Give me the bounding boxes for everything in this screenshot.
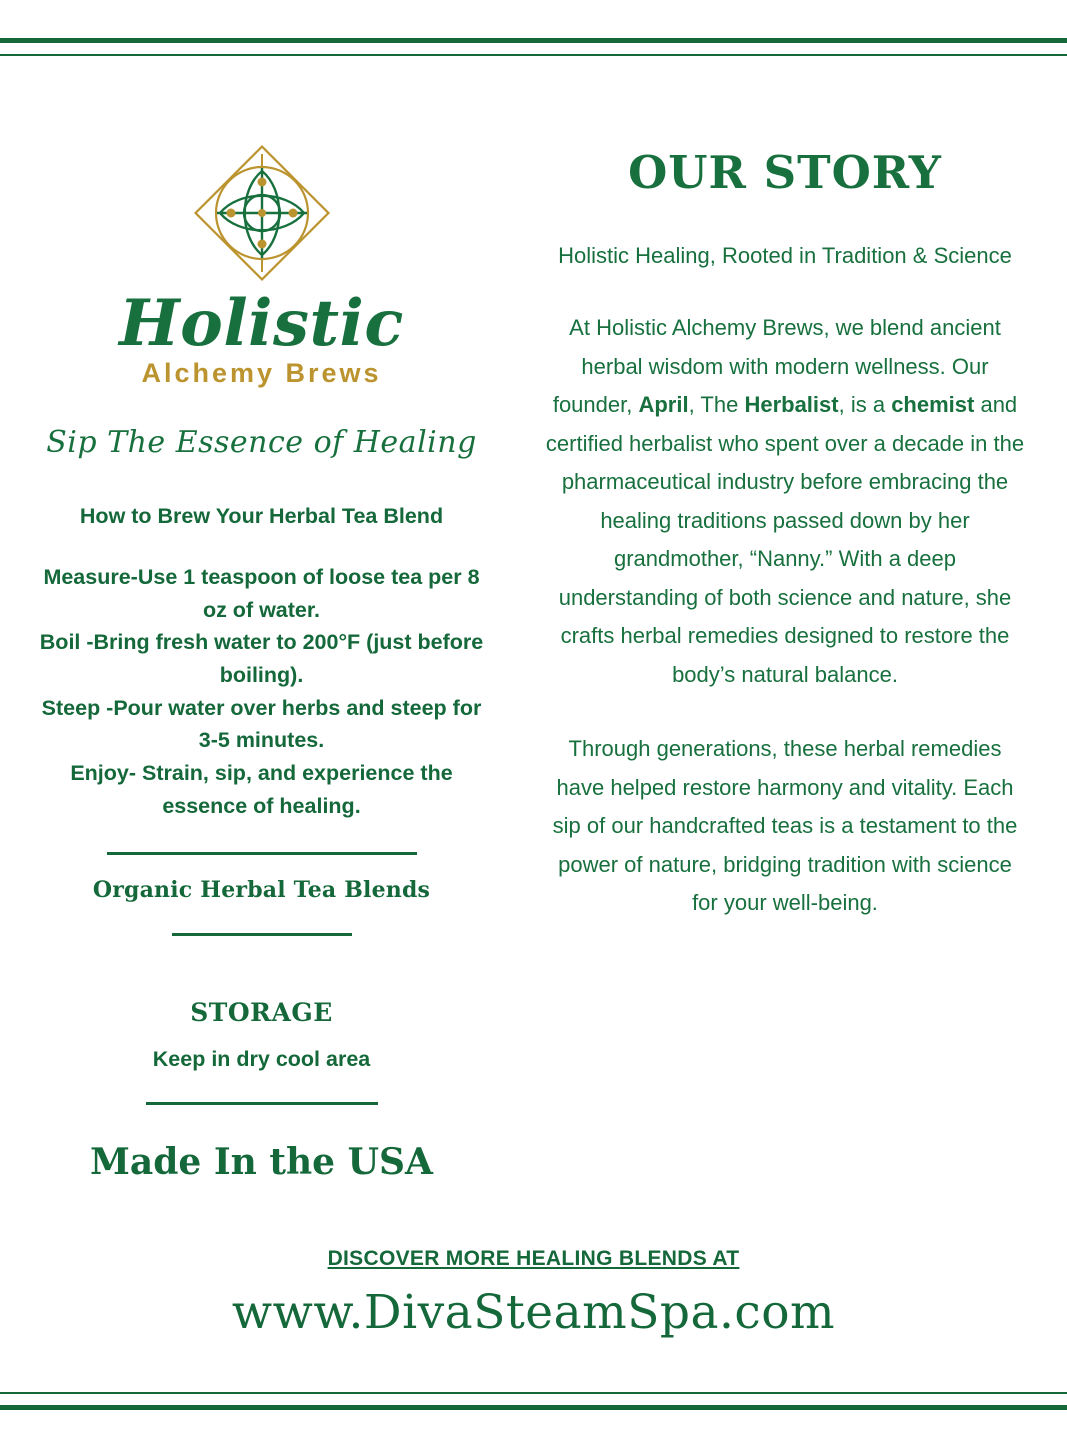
divider-below-organic <box>172 933 352 936</box>
divider-below-storage <box>146 1102 378 1105</box>
brew-step: Measure-Use 1 teaspoon of loose tea per 8 oz of water. <box>43 565 480 622</box>
story-bold-april: April <box>638 392 689 418</box>
bottom-rule-thick <box>0 1405 1067 1410</box>
brand-name-script: Holistic <box>119 286 404 361</box>
story-bold-chemist: chemist <box>891 392 975 418</box>
storage-text: Keep in dry cool area <box>152 1047 371 1072</box>
top-rule-thick <box>0 38 1067 43</box>
story-text-mid2: , is a <box>838 392 892 418</box>
bottom-rule-thin <box>0 1392 1067 1394</box>
discover-more-label: DISCOVER MORE HEALING BLENDS AT <box>327 1247 740 1270</box>
right-column <box>523 120 1067 923</box>
our-story-paragraph-2: Through generations, these herbal remedies have helped restore harmony and vitality. Each sip of our handcrafted teas is a testament to the power of nature, bridging tradition with science for your well-being. <box>552 736 1018 916</box>
storage-title: STORAGE <box>190 998 333 1028</box>
story-bold-herbalist: Herbalist <box>744 392 839 418</box>
content-columns <box>0 120 1067 1183</box>
brew-step: Enjoy- Strain, sip, and experience the essence of healing. <box>70 761 453 818</box>
brew-instructions-body <box>30 561 493 822</box>
website-url[interactable]: www.DivaSteamSpa.com <box>231 1285 836 1340</box>
brew-step: Boil -Bring fresh water to 200°F (just before boiling). <box>39 630 484 688</box>
story-text-pre: At Holistic Alchemy Brews, we blend ancient herbal wisdom with modern wellness. Our founder, <box>552 315 1001 418</box>
footer <box>0 1247 1067 1340</box>
top-rule-thin <box>0 54 1067 56</box>
our-story-title: OUR STORY <box>628 146 942 199</box>
brand-name-sub: Alchemy Brews <box>141 358 382 388</box>
brand-logo <box>30 138 493 389</box>
our-story-lede: Holistic Healing, Rooted in Tradition & Science <box>558 243 1012 268</box>
brew-instructions-title: How to Brew Your Herbal Tea Blend <box>79 504 444 528</box>
story-text-post: and certified herbalist who spent over a decade in the pharmaceutical industry before embracing the healing traditions passed down by her grandmother, “Nanny.” With a deep understanding of both science and nature, she crafts herbal remedies designed to restore the body’s natural balance. <box>545 392 1025 687</box>
divider-above-organic <box>107 852 417 855</box>
story-text-mid1: , The <box>688 392 745 418</box>
brew-step: Steep -Pour water over herbs and steep for 3-5 minutes. <box>41 695 482 753</box>
left-column <box>0 120 523 1183</box>
our-story-paragraph-1 <box>543 309 1027 694</box>
organic-blends-label: Organic Herbal Tea Blends <box>92 877 431 904</box>
brand-tagline: Sip The Essence of Healing <box>46 425 477 460</box>
made-in-usa: Made In the USA <box>90 1141 433 1184</box>
mandala-emblem-icon <box>187 138 337 288</box>
